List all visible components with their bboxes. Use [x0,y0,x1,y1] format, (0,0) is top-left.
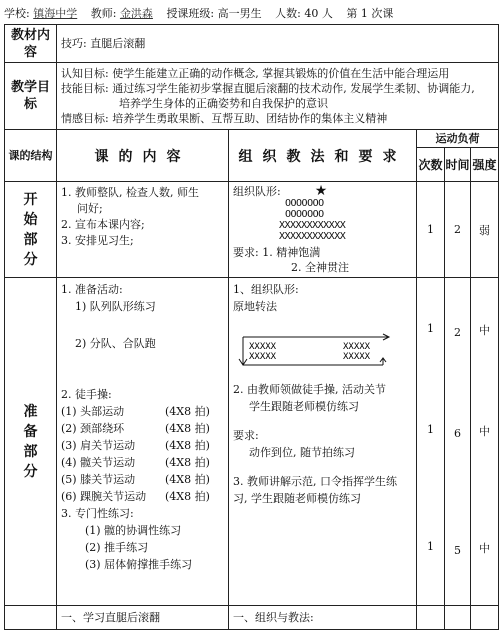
class-label: 授课班级: [166,7,215,20]
prep-method-1a: 原地转法 [233,300,277,313]
exercise-beat: (4X8 拍) [165,439,210,452]
prep-method-2-req: 要求: [233,429,259,442]
count-label: 人数: [275,7,301,20]
class-value: 高一男生 [217,7,262,20]
next-content: 一、学习直腿后滚翻 [57,606,229,630]
prep-item-1: 1. 准备活动: [61,283,123,296]
start-org-title-text: 组织队形: [233,185,281,198]
prep-intensity-2: 中 [479,425,490,438]
count-value: 40 人 [304,7,333,20]
start-times: 1 [417,182,445,278]
prep-label-text: 准备部分 [23,403,38,480]
formation-label: XXXXX [249,352,277,362]
prep-time-2: 6 [454,427,461,440]
start-item-3: 3. 安排见习生; [61,234,134,247]
time-header: 时间 [445,148,471,182]
prep-method-2-req2: 动作到位, 随节拍练习 [249,446,355,459]
start-label-text: 开始部分 [23,191,38,268]
exercise-beat: (4X8 拍) [165,456,210,469]
start-org-title [233,185,412,198]
prep-times-3: 1 [427,540,434,553]
teacher-value: 金洪森 [119,7,153,20]
formation-label: XXXXX [343,352,371,362]
exercise-row [61,454,224,471]
exercise-row [61,471,224,488]
formation-arrow-diagram [233,329,413,373]
formation-label: XXXXX [249,342,277,352]
material-label: 教材内容 [5,25,57,63]
prep-item-3a: (1) 髋的协调性练习 [85,524,182,537]
prep-method-3b: 习, 学生跟随老师模仿练习 [233,492,361,505]
exercise-beat: (4X8 拍) [165,422,210,435]
prep-times-2: 1 [427,423,434,436]
intensity-header: 强度 [471,148,499,182]
start-requirement-2: 2. 全神贯注 [291,261,349,274]
exercise-name: (6) 踝腕关节运动 [61,490,147,503]
exercise-row [61,420,224,437]
lesson-plan-table [4,24,499,630]
formation-row: XXXXXXXXXXXX [279,220,346,231]
start-item-1: 1. 教师整队, 检查人数, 师生 [61,186,199,199]
start-section-label [5,182,57,278]
exercise-name: (3) 肩关节运动 [61,439,136,452]
prep-times-1: 1 [427,322,434,335]
next-method: 一、组织与教法: [229,606,417,630]
prep-time-3: 5 [454,544,461,557]
lesson-header [4,4,496,24]
times-header: 次数 [417,148,445,182]
exercise-beat: (4X8 拍) [165,490,210,503]
teacher-star-icon: ★ [314,183,328,199]
start-intensity: 弱 [471,182,499,278]
material-content: 技巧: 直腿后滚翻 [57,25,499,63]
school-label: 学校: [4,7,30,20]
prep-item-1b: 2) 分队、合队跑 [75,337,156,350]
formation-label: XXXXX [343,342,371,352]
prep-item-2: 2. 徒手操: [61,388,112,401]
prep-method-2b: 学生跟随老师模仿练习 [249,400,359,413]
exercise-beat: (4X8 拍) [165,473,210,486]
start-item-2: 2. 宣布本课内容; [61,218,145,231]
prep-time-1: 2 [454,326,461,339]
goal-emotion: 情感目标: 培养学生勇敢果断、互帮互助、团结协作的集体主义精神 [61,112,388,125]
start-time: 2 [445,182,471,278]
exercise-name: (2) 颈部绕环 [61,422,125,435]
start-requirement-1: 要求: 1. 精神饱满 [233,246,321,259]
formation-diagram [233,198,412,242]
lesson-number: 第 1 次课 [346,7,394,20]
prep-method-2: 2. 由教师领做徒手操, 活动关节 [233,383,386,396]
formation-row: OOOOOOO [285,198,324,209]
prep-item-3: 3. 专门性练习: [61,507,134,520]
exercise-name: (4) 髋关节运动 [61,456,136,469]
prep-item-3c: (3) 屈体俯撑推手练习 [85,558,193,571]
exercise-row [61,403,224,420]
exercise-name: (1) 头部运动 [61,405,125,418]
prep-method-3: 3. 教师讲解示范, 口令指挥学生练 [233,475,397,488]
school-value: 镇海中学 [33,7,78,20]
content-header: 课的内容 [57,130,229,182]
formation-row: OOOOOOO [285,209,324,220]
structure-header: 课的结构 [5,130,57,182]
prep-item-3b: (2) 推手练习 [85,541,149,554]
prep-item-1a: 1) 队列队形练习 [75,300,156,313]
formation-row: XXXXXXXXXXXX [279,231,346,242]
goal-skill-continued: 培养学生身体的正确姿势和自我保护的意识 [119,97,328,110]
prep-method-1: 1、组织队形: [233,283,299,296]
exercise-beat: (4X8 拍) [165,405,210,418]
prep-intensity-3: 中 [479,542,490,555]
prep-section-label [5,278,57,606]
goals-label: 教学目标 [5,63,57,130]
exercise-name: (5) 膝关节运动 [61,473,136,486]
goal-skill: 技能目标: 通过练习学生能初步掌握直腿后滚翻的技术动作, 发展学生柔韧、协调能力, [61,82,475,95]
start-item-1b: 问好; [77,202,103,215]
method-header: 组织教法和要求 [229,130,417,182]
teacher-label: 教师: [90,7,117,20]
goal-cognitive: 认知目标: 使学生能建立正确的动作概念, 掌握其锻炼的价值在生活中能合理运用 [61,67,450,80]
exercise-row [61,437,224,454]
load-header: 运动负荷 [417,130,499,148]
exercise-row [61,488,224,505]
prep-intensity-1: 中 [479,324,490,337]
